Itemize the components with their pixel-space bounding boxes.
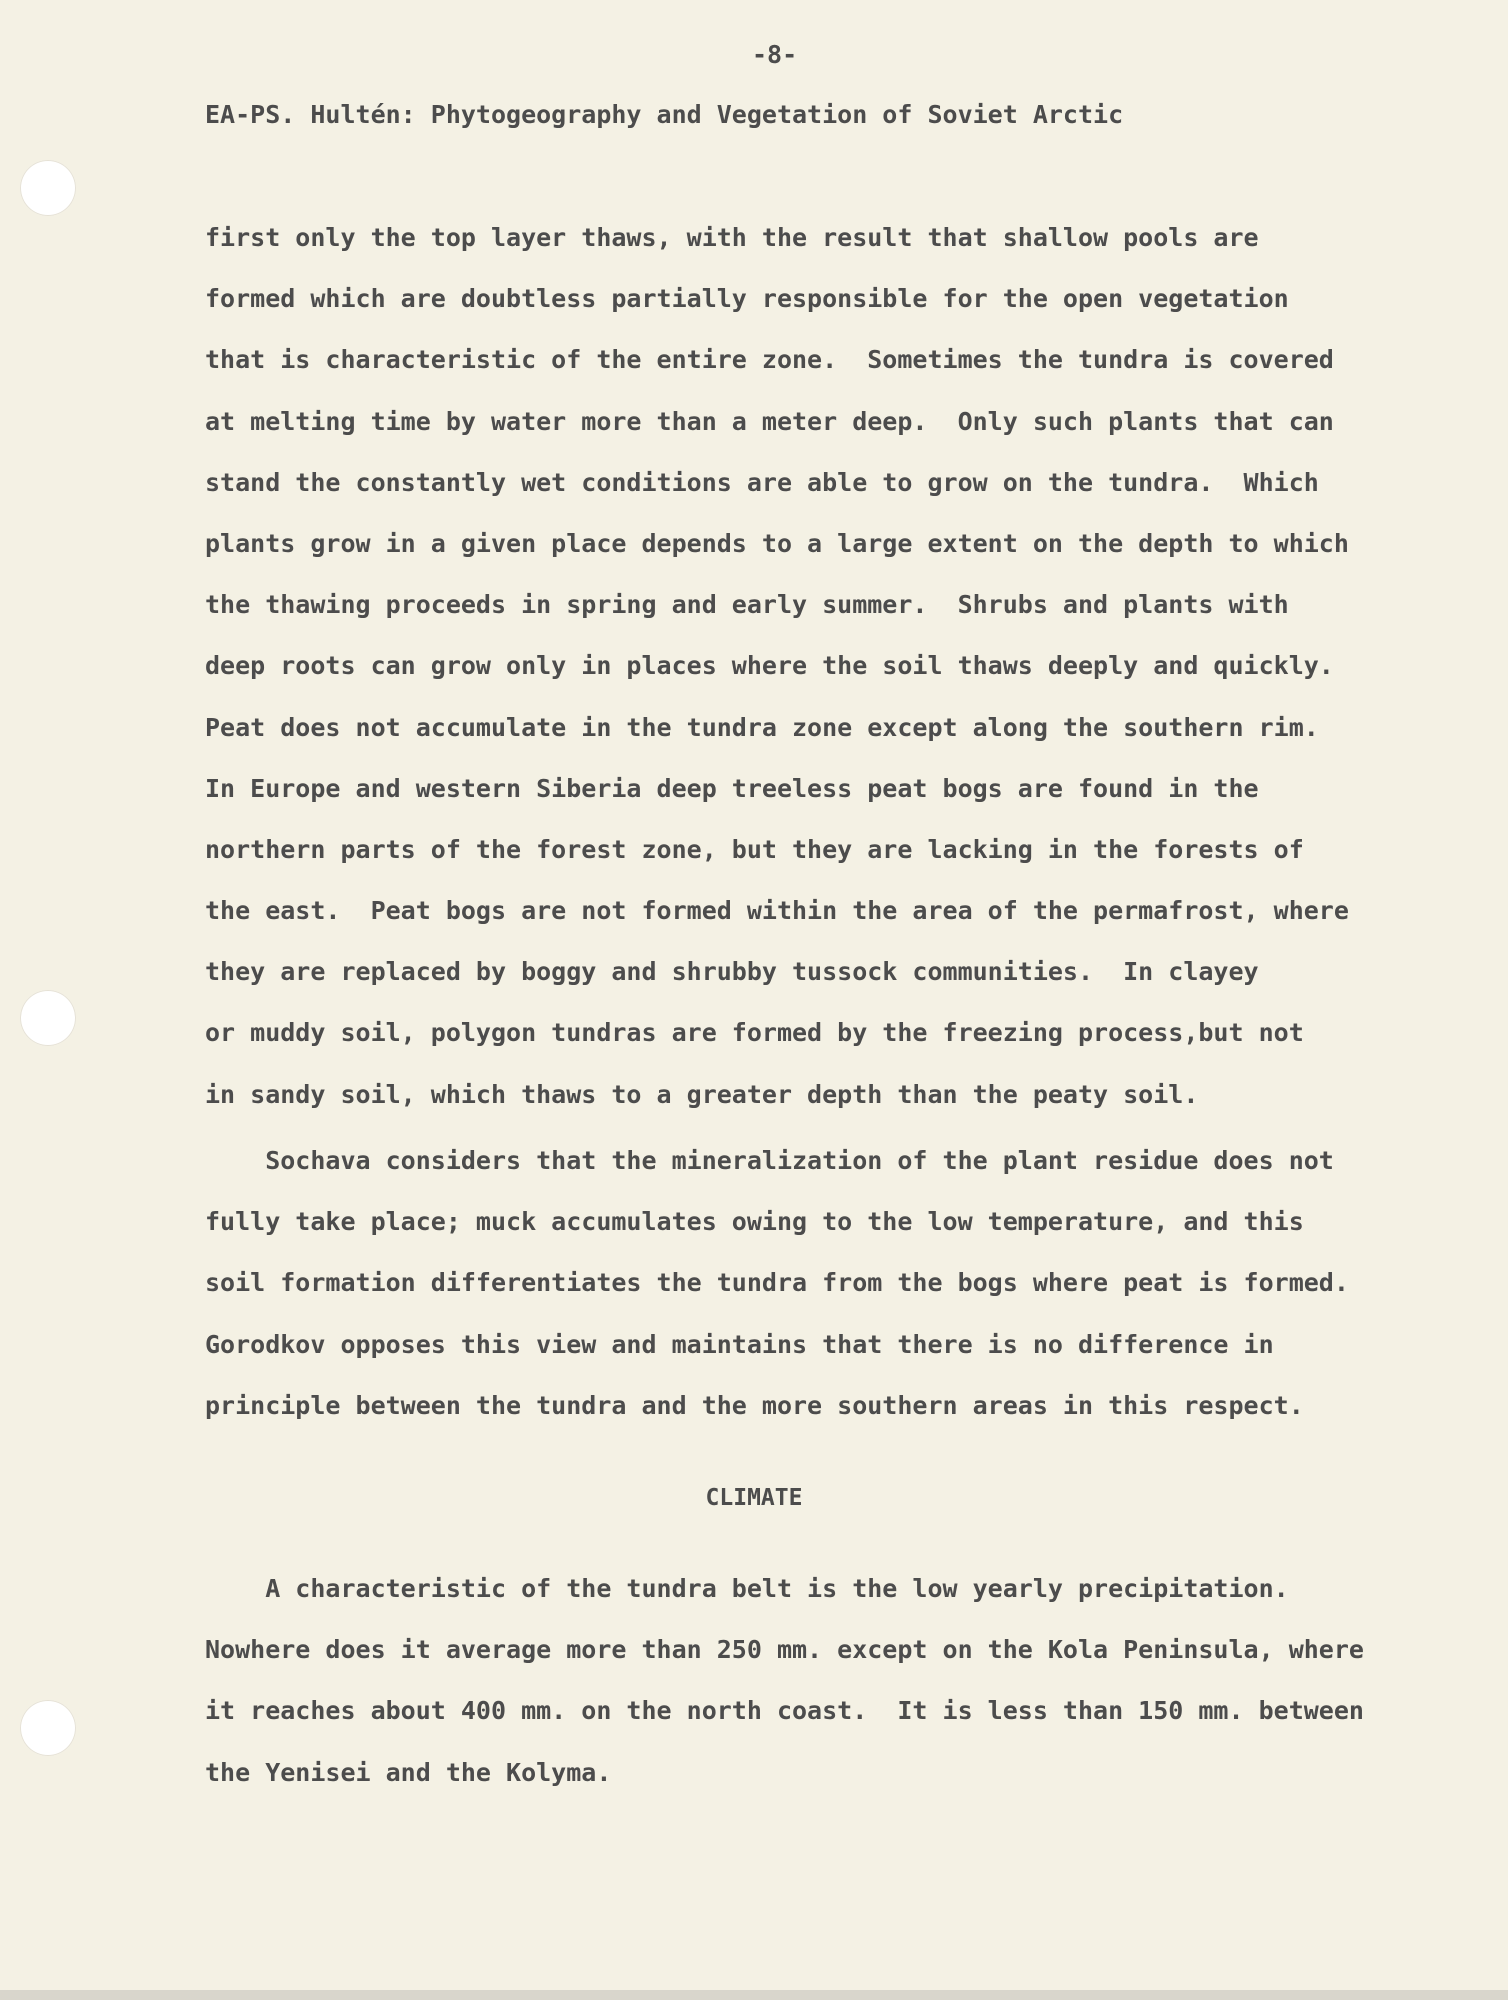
text-line: the east. Peat bogs are not formed within the area of the permafrost, where — [205, 896, 1349, 926]
text-line: or muddy soil, polygon tundras are formed by the freezing process,but not — [205, 1018, 1304, 1048]
text-line: the Yenisei and the Kolyma. — [205, 1757, 612, 1787]
text-line: Sochava considers that the mineralization of the plant residue does not — [205, 1146, 1334, 1175]
text-line: first only the top layer thaws, with the result that shallow pools are — [205, 223, 1259, 252]
paragraph-sochava — [205, 1130, 1349, 1436]
page-number: -8- — [752, 40, 798, 69]
text-line: northern parts of the forest zone, but they are lacking in the forests of — [205, 834, 1304, 864]
scan-edge — [0, 1990, 1508, 2000]
paragraph-climate — [205, 1558, 1364, 1803]
text-line: Gorodkov opposes this view and maintains that there is no difference in — [205, 1329, 1274, 1359]
text-line: fully take place; muck accumulates owing to the low temperature, and this — [205, 1207, 1304, 1237]
text-line: Nowhere does it average more than 250 mm. except on the Kola Peninsula, where — [205, 1635, 1364, 1665]
text-line: they are replaced by boggy and shrubby tussock communities. In clayey — [205, 957, 1259, 987]
text-line: In Europe and western Siberia deep treeless peat bogs are found in the — [205, 773, 1259, 803]
section-heading-climate: CLIMATE — [705, 1485, 803, 1511]
text-line: stand the constantly wet conditions are able to grow on the tundra. Which — [205, 467, 1319, 497]
paragraph-tundra-thaw — [205, 207, 1349, 1125]
text-line: Peat does not accumulate in the tundra zone except along the southern rim. — [205, 712, 1319, 742]
binder-hole-bottom — [20, 1700, 76, 1756]
text-line: the thawing proceeds in spring and early summer. Shrubs and plants with — [205, 590, 1289, 620]
text-line: in sandy soil, which thaws to a greater depth than the peaty soil. — [205, 1079, 1199, 1109]
text-line: at melting time by water more than a meter deep. Only such plants that can — [205, 406, 1334, 436]
text-line: plants grow in a given place depends to a large extent on the depth to which — [205, 528, 1349, 558]
binder-hole-middle — [20, 990, 76, 1046]
text-line: deep roots can grow only in places where the soil thaws deeply and quickly. — [205, 651, 1334, 681]
running-header: EA-PS. Hultén: Phytogeography and Vegetation of Soviet Arctic — [205, 100, 1124, 129]
text-line: that is characteristic of the entire zone. Sometimes the tundra is covered — [205, 345, 1334, 375]
text-line: it reaches about 400 mm. on the north coast. It is less than 150 mm. between — [205, 1696, 1364, 1726]
text-line: A characteristic of the tundra belt is the low yearly precipitation. — [205, 1574, 1289, 1603]
text-line: formed which are doubtless partially responsible for the open vegetation — [205, 284, 1289, 314]
text-line: soil formation differentiates the tundra from the bogs where peat is formed. — [205, 1268, 1349, 1298]
binder-hole-top — [20, 160, 76, 216]
text-line: principle between the tundra and the more southern areas in this respect. — [205, 1390, 1304, 1420]
